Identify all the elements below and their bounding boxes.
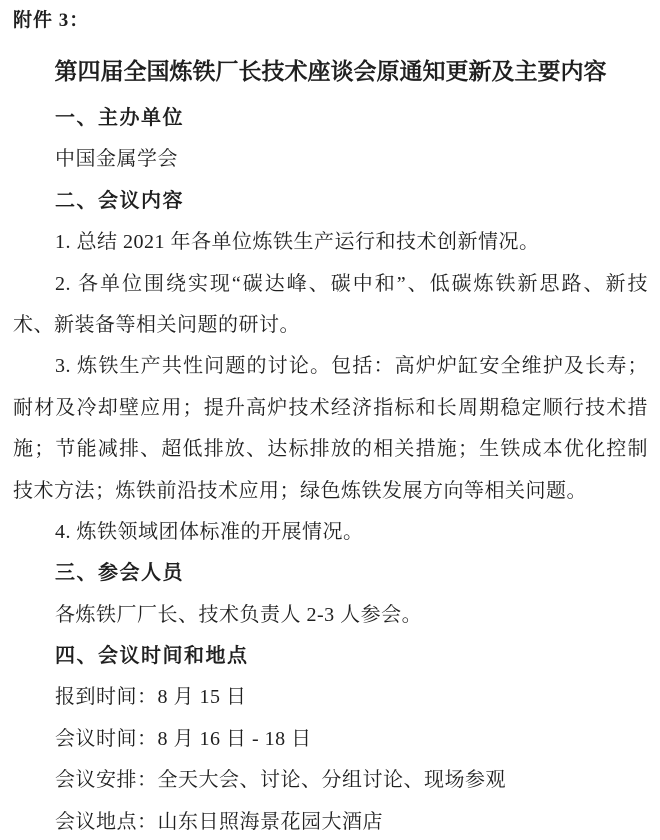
paragraph-line: 术、新装备等相关问题的研讨。 (13, 313, 300, 336)
paragraph-line: 中国金属学会 (55, 148, 178, 171)
info-line-meeting-time: 会议时间：8 月 16 日 - 18 日 (55, 727, 312, 750)
section-heading-time-venue: 四、会议时间和地点 (55, 645, 249, 668)
paragraph-line: 耐材及冷却壁应用；提升高炉技术经济指标和长周期稳定顺行技术措 (13, 396, 648, 419)
paragraph-line: 4. 炼铁领域团体标准的开展情况。 (55, 520, 364, 543)
paragraph-line: 2. 各单位围绕实现“碳达峰、碳中和”、低碳炼铁新思路、新技 (55, 272, 648, 295)
info-line-schedule: 会议安排：全天大会、讨论、分组讨论、现场参观 (55, 769, 506, 792)
info-line-checkin-time: 报到时间：8 月 15 日 (55, 686, 247, 709)
document-title: 第四届全国炼铁厂长技术座谈会原通知更新及主要内容 (54, 59, 607, 84)
paragraph-line: 1. 总结 2021 年各单位炼铁生产运行和技术创新情况。 (55, 231, 540, 254)
paragraph-line: 3. 炼铁生产共性问题的讨论。包括：高炉炉缸安全维护及长寿； (55, 355, 648, 378)
paragraph-line: 各炼铁厂厂长、技术负责人 2-3 人参会。 (55, 603, 423, 626)
section-heading-attendees: 三、参会人员 (55, 562, 184, 585)
paragraph-line: 技术方法；炼铁前沿技术应用；绿色炼铁发展方向等相关问题。 (13, 479, 587, 502)
document-body (13, 98, 648, 840)
section-heading-host: 一、主办单位 (55, 107, 184, 129)
info-line-venue: 会议地点：山东日照海景花园大酒店 (55, 810, 383, 833)
section-heading-content: 二、会议内容 (55, 189, 184, 212)
attachment-label: 附件 3： (13, 10, 90, 31)
paragraph-line: 施；节能减排、超低排放、达标排放的相关措施；生铁成本优化控制 (13, 438, 648, 461)
